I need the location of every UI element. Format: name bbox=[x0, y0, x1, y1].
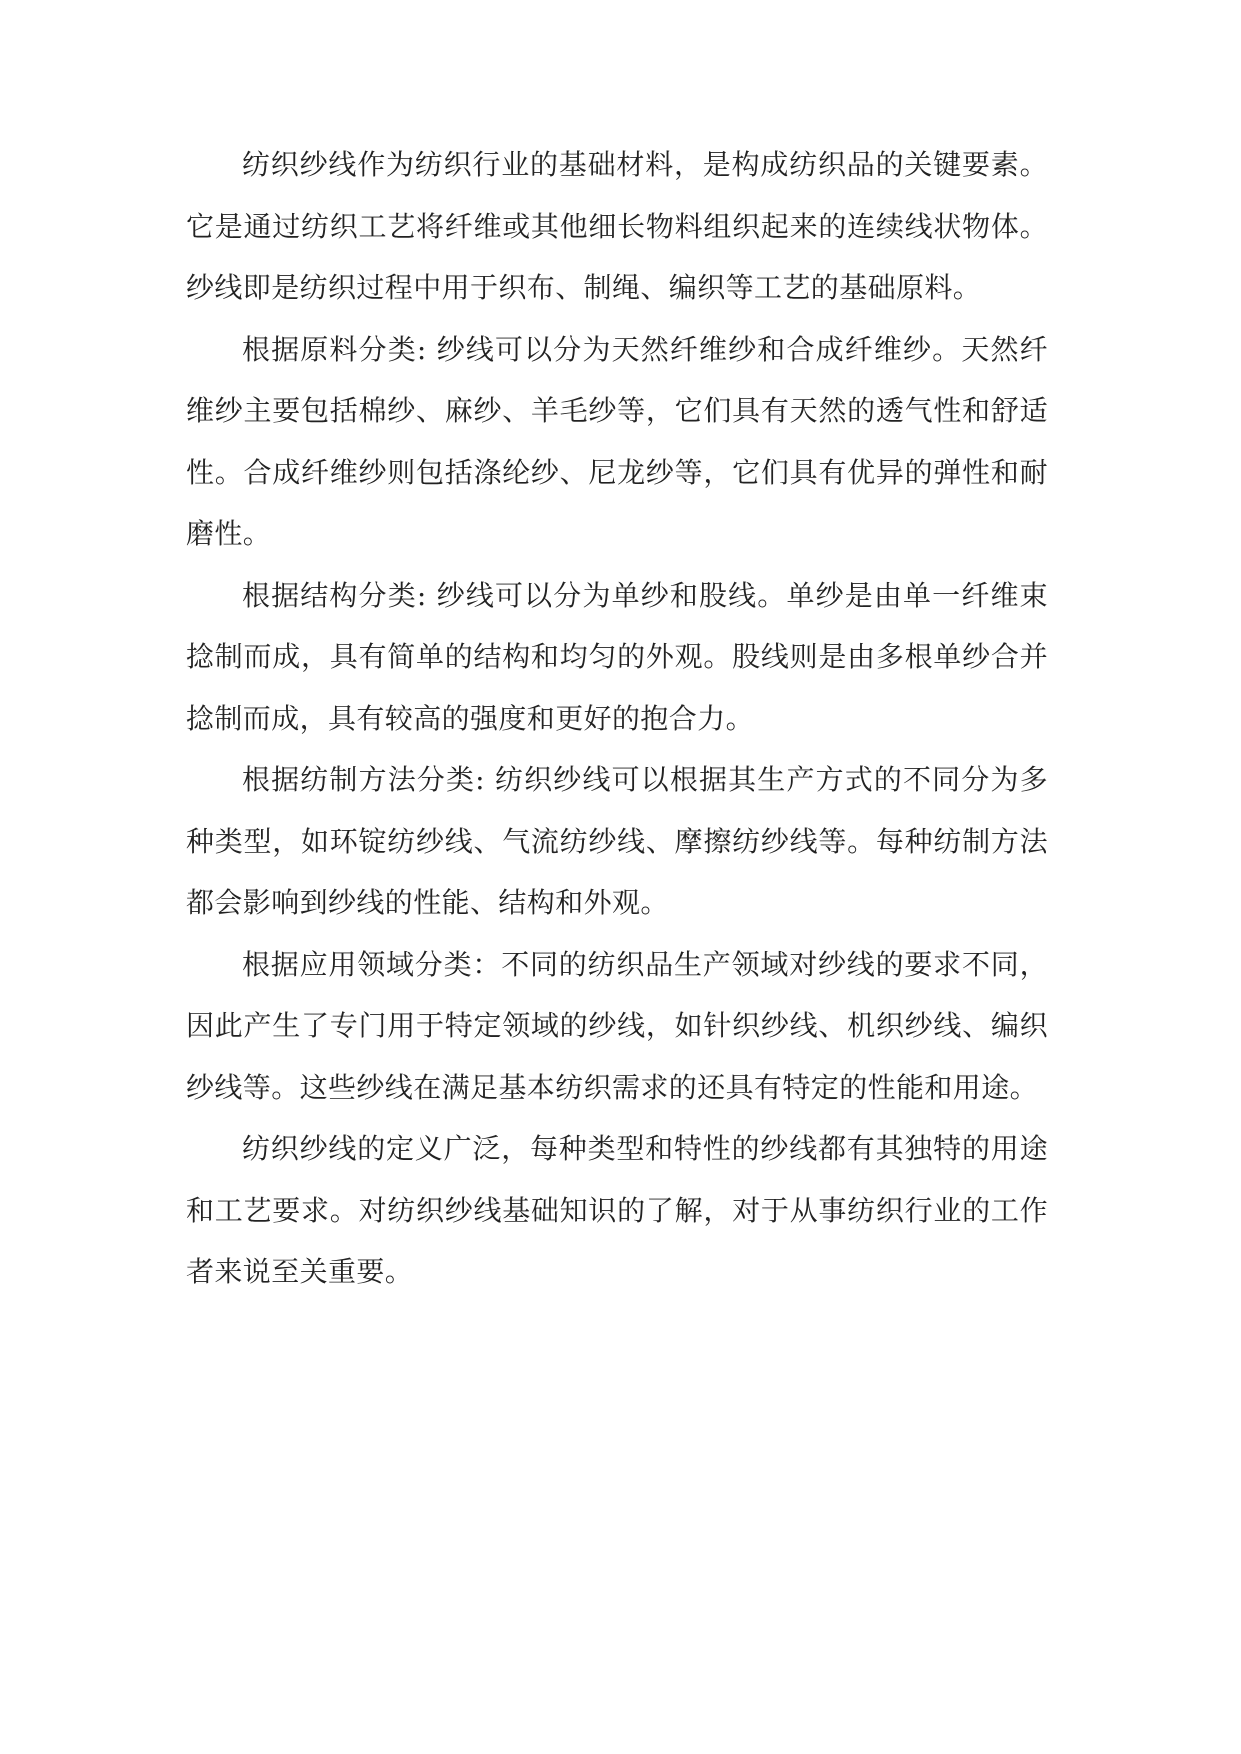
paragraph-application-classification: 根据应用领域分类：不同的纺织品生产领域对纱线的要求不同，因此产生了专门用于特定领域的纱线，如针织纱线、机织纱线、编织纱线等。这些纱线在满足基本纺织需求的还具有特定的性能和用途。 bbox=[186, 947, 1048, 1104]
paragraph-structure-classification: 根据结构分类: 纱线可以分为单纱和股线。单纱是由单一纤维束捻制而成，具有简单的结构和均匀的外观。股线则是由多根单纱合并捻制而成，具有较高的强度和更好的抱合力。 bbox=[186, 578, 1048, 735]
paragraph-conclusion: 纺织纱线的定义广泛，每种类型和特性的纱线都有其独特的用途和工艺要求。对纺织纱线基础知识的了解，对于从事纺织行业的工作者来说至关重要。 bbox=[186, 1132, 1048, 1288]
paragraph-raw-material-classification: 根据原料分类: 纱线可以分为天然纤维纱和合成纤维纱。天然纤维纱主要包括棉纱、麻纱、羊毛纱等，它们具有天然的透气性和舒适性。合成纤维纱则包括涤纶纱、尼龙纱等，它们具有优异的弹性和耐磨性。 bbox=[186, 332, 1048, 550]
document-body bbox=[186, 134, 1048, 1303]
paragraph-spinning-method-classification: 根据纺制方法分类: 纺织纱线可以根据其生产方式的不同分为多种类型，如环锭纺纱线、气流纺纱线、摩擦纺纱线等。每种纺制方法都会影响到纱线的性能、结构和外观。 bbox=[186, 763, 1048, 919]
paragraph-definition: 纺织纱线作为纺织行业的基础材料，是构成纺织品的关键要素。它是通过纺织工艺将纤维或其他细长物料组织起来的连续线状物体。纱线即是纺织过程中用于织布、制绳、编织等工艺的基础原料。 bbox=[186, 148, 1048, 304]
